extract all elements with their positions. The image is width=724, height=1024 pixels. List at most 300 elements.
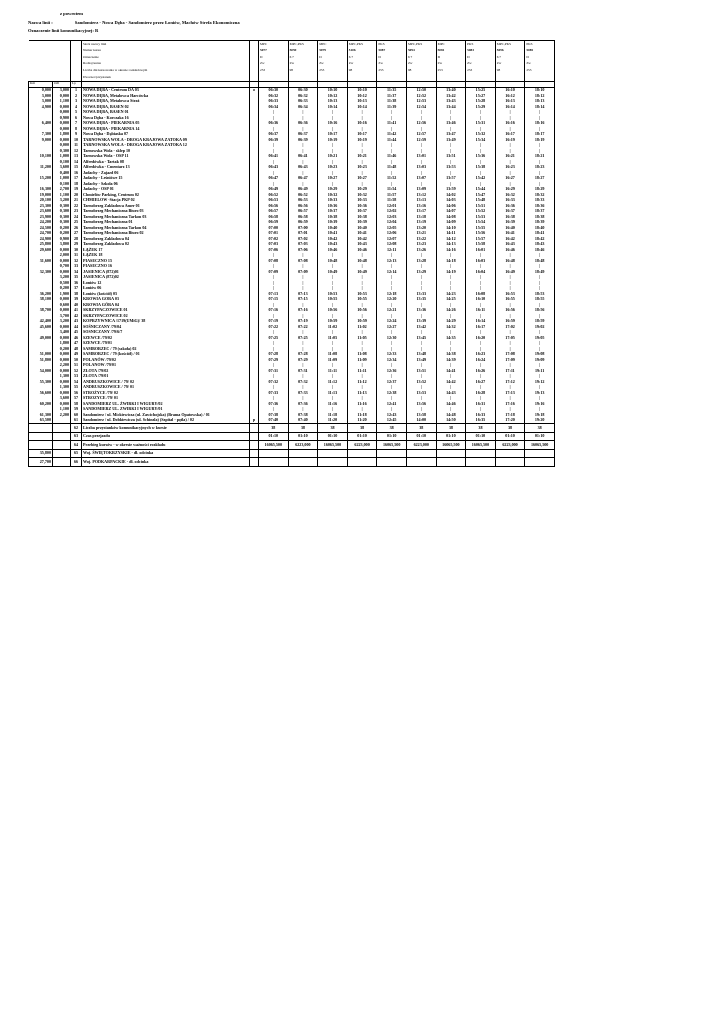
departure-time: 16:01: [466, 247, 496, 253]
departure-time: |: [259, 181, 289, 187]
course-kind: Zw: [466, 61, 496, 68]
index-cell: 28: [71, 236, 82, 242]
departure-time: 16:37: [495, 209, 525, 215]
departure-time: 07:19: [288, 319, 318, 325]
index-cell: 58: [71, 401, 82, 407]
distance-cell: 0,000: [53, 258, 71, 264]
departure-time: 11:13: [318, 390, 348, 396]
departure-time: 18:38: [525, 214, 555, 220]
departure-time: 11:11: [318, 368, 348, 374]
summary-value: 38: [525, 424, 555, 433]
departure-time: 06:33: [259, 99, 289, 105]
departure-time: 12:13: [377, 258, 407, 264]
departure-time: 15:38: [466, 165, 496, 171]
departure-time: 13:59: [436, 187, 466, 193]
departure-time: |: [466, 346, 496, 352]
departure-time: 16:35: [466, 418, 496, 424]
km-cell: 24,200: [29, 220, 53, 226]
departure-time: |: [495, 264, 525, 270]
stop-name: Alfredówka - Tartak 08: [82, 159, 250, 165]
departure-time: 06:33: [288, 99, 318, 105]
index-cell: 9: [71, 132, 82, 138]
course-blank: [318, 74, 348, 81]
departure-time: |: [347, 302, 377, 308]
summary-value: 01:10: [495, 432, 525, 441]
departure-time: |: [495, 330, 525, 336]
departure-time: |: [525, 363, 555, 369]
departure-time: 11:42: [377, 132, 407, 138]
stop-name: ŁĄŻEK 17: [82, 247, 250, 253]
departure-time: 06:47: [288, 176, 318, 182]
departure-time: 06:43: [288, 165, 318, 171]
departure-time: 10:27: [347, 176, 377, 182]
departure-time: 12:45: [377, 418, 407, 424]
stop-flag: [250, 449, 259, 458]
departure-time: |: [495, 341, 525, 347]
departure-time: 16:19: [495, 137, 525, 143]
distance-cell: 0,200: [53, 225, 71, 231]
departure-time: 16:38: [495, 214, 525, 220]
departure-time: 16:12: [495, 93, 525, 99]
index-cell: 13: [71, 154, 82, 160]
stop-name: STROŻYCE /79/ 02: [82, 390, 250, 396]
km-cell: 56,600: [29, 390, 53, 396]
stop-name: Tarnowska Wola - sklep 10: [82, 148, 250, 154]
header-row: [29, 48, 555, 55]
departure-time: 12:18: [377, 291, 407, 297]
departure-time: 06:57: [259, 209, 289, 215]
departure-time: 10:17: [318, 132, 348, 138]
departure-time: 16:39: [495, 220, 525, 226]
departure-time: |: [288, 396, 318, 402]
course-kind: Zw: [495, 61, 525, 68]
departure-time: |: [436, 159, 466, 165]
index-cell: 62: [71, 424, 82, 433]
course-blank: [288, 74, 318, 81]
departure-time: 13:16: [406, 203, 436, 209]
departure-time: 15:48: [466, 198, 496, 204]
header-spacer: [250, 67, 259, 74]
header-spacer: [250, 41, 259, 48]
departure-time: 11:16: [347, 401, 377, 407]
departure-time: 12:43: [377, 412, 407, 418]
summary-label: Woj. PODKARPACKIE - dł. odcinka: [82, 458, 250, 467]
departure-time: 18:39: [525, 220, 555, 226]
departure-time: |: [377, 286, 407, 292]
header-spacer: [71, 41, 82, 48]
km-cell: 20,100: [29, 198, 53, 204]
course-line: MPC: [259, 41, 289, 48]
course-num: 5096: [495, 48, 525, 55]
departure-time: 19:09: [525, 357, 555, 363]
departure-time: 16:53: [495, 291, 525, 297]
departure-time: |: [288, 286, 318, 292]
departure-time: |: [436, 341, 466, 347]
departure-time: |: [436, 407, 466, 413]
index-cell: 31: [71, 253, 82, 259]
stop-name: JASIENICA (872)01: [82, 269, 250, 275]
departure-time: |: [436, 363, 466, 369]
summary-label: Woj. ŚWIĘTOKRZYSKIE - dł. odcinka: [82, 449, 250, 458]
course-num: 5106: [347, 48, 377, 55]
index-cell: 50: [71, 357, 82, 363]
course-blank: [466, 74, 496, 81]
departure-time: 17:08: [495, 352, 525, 358]
stop-name: ZŁOTA /79/01: [82, 374, 250, 380]
departure-time: 10:59: [318, 319, 348, 325]
departure-time: 14:10: [436, 225, 466, 231]
distance-cell: 0,200: [53, 231, 71, 237]
departure-time: |: [466, 126, 496, 132]
stop-name: Tarnobrzeg Mechaniczna Biuro 03: [82, 209, 250, 215]
departure-time: |: [495, 313, 525, 319]
course-line: MPC,PKS: [288, 41, 318, 48]
stop-name: NOWA DĘBA, BASEN 01: [82, 110, 250, 116]
departure-time: 13:43: [436, 99, 466, 105]
departure-time: 18:41: [525, 231, 555, 237]
departure-time: |: [436, 385, 466, 391]
departure-time: 10:14: [347, 104, 377, 110]
departure-time: |: [318, 385, 348, 391]
departure-time: |: [466, 363, 496, 369]
stop-name: KROWIA GÓRA 04: [82, 302, 250, 308]
header-spacer: [250, 74, 259, 81]
summary-value: [377, 449, 407, 458]
course-days: 253: [377, 67, 407, 74]
km-cell: 51,000: [29, 352, 53, 358]
index-cell: 10: [71, 137, 82, 143]
summary-row: [29, 432, 555, 441]
stop-name: Tarnobrzeg Mechaniczna 01: [82, 220, 250, 226]
departure-time: 10:21: [318, 154, 348, 160]
departure-time: |: [406, 346, 436, 352]
stop-name: Łoniów 06: [82, 286, 250, 292]
index-cell: 46: [71, 335, 82, 341]
departure-time: 06:36: [288, 121, 318, 127]
departure-time: 10:19: [318, 137, 348, 143]
departure-time: 15:53: [466, 214, 496, 220]
km-cell: 31,600: [29, 258, 53, 264]
summary-value: 6223,000: [347, 441, 377, 450]
departure-time: |: [495, 286, 525, 292]
departure-time: |: [318, 341, 348, 347]
departure-time: 14:03: [436, 198, 466, 204]
distance-cell: 3,600: [53, 165, 71, 171]
departure-time: |: [495, 396, 525, 402]
departure-time: 11:05: [347, 335, 377, 341]
departure-time: 16:31: [466, 401, 496, 407]
header-label: Numer kursu: [82, 48, 250, 55]
departure-time: 07:15: [259, 297, 289, 303]
departure-time: 18:40: [525, 225, 555, 231]
departure-time: 11:38: [377, 99, 407, 105]
stop-name: JASIENICA (872)02: [82, 275, 250, 281]
col-km-title: Km: [29, 81, 53, 87]
departure-time: |: [436, 143, 466, 149]
index-cell: 1: [71, 87, 82, 93]
timetable: [28, 40, 555, 467]
departure-time: |: [466, 181, 496, 187]
index-cell: 12: [71, 148, 82, 154]
distance-cell: 0,000: [53, 297, 71, 303]
summary-value: 38: [495, 424, 525, 433]
departure-time: 06:53: [259, 198, 289, 204]
departure-time: 13:40: [436, 87, 466, 93]
header-row: [29, 61, 555, 68]
departure-time: 12:01: [377, 203, 407, 209]
departure-time: 12:33: [377, 352, 407, 358]
summary-row: [29, 449, 555, 458]
summary-value: [525, 449, 555, 458]
departure-time: 10:27: [318, 176, 348, 182]
header-spacer: [250, 54, 259, 61]
index-cell: 38: [71, 291, 82, 297]
departure-time: |: [318, 275, 348, 281]
departure-time: 16:14: [466, 319, 496, 325]
departure-time: 16:29: [495, 187, 525, 193]
departure-time: |: [406, 363, 436, 369]
index-cell: 2: [71, 93, 82, 99]
km-cell: 38,700: [29, 308, 53, 314]
departure-time: 10:56: [318, 308, 348, 314]
course-num: 5094: [406, 48, 436, 55]
departure-time: |: [466, 286, 496, 292]
summary-value: [288, 449, 318, 458]
departure-time: 14:19: [436, 269, 466, 275]
departure-time: |: [259, 346, 289, 352]
departure-time: |: [406, 264, 436, 270]
distance-cell: [53, 432, 71, 441]
departure-time: 15:58: [466, 242, 496, 248]
index-cell: 66: [71, 458, 82, 467]
line-code: Oznaczenie linii komunikacyjnej: R: [28, 28, 99, 33]
departure-time: |: [259, 253, 289, 259]
distance-cell: 0,000: [53, 104, 71, 110]
distance-cell: 1,000: [53, 154, 71, 160]
departure-time: 13:49: [406, 357, 436, 363]
header-spacer: [53, 74, 71, 81]
summary-value: 38: [436, 424, 466, 433]
index-cell: 57: [71, 396, 82, 402]
departure-time: 12:24: [377, 319, 407, 325]
departure-time: 10:39: [318, 220, 348, 226]
departure-time: |: [288, 407, 318, 413]
departure-time: 10:10: [347, 87, 377, 93]
departure-time: 06:39: [259, 137, 289, 143]
departure-time: 11:12: [347, 379, 377, 385]
index-cell: 23: [71, 209, 82, 215]
departure-time: 10:43: [347, 242, 377, 248]
departure-time: 11:05: [318, 335, 348, 341]
departure-time: 16:56: [495, 308, 525, 314]
summary-value: [347, 458, 377, 467]
departure-time: |: [288, 330, 318, 336]
departure-time: |: [495, 346, 525, 352]
summary-value: 6223,000: [288, 441, 318, 450]
departure-time: 13:47: [436, 132, 466, 138]
course-num: 5077: [259, 48, 289, 55]
departure-time: 06:37: [288, 132, 318, 138]
departure-time: 14:09: [436, 220, 466, 226]
course-kind: Zw: [525, 61, 555, 68]
km-cell: 42,400: [29, 319, 53, 325]
summary-label: Liczba przystanków komunikacyjnych w kursie: [82, 424, 250, 433]
summary-value: 01:10: [347, 432, 377, 441]
departure-time: |: [318, 346, 348, 352]
departure-time: |: [318, 396, 348, 402]
header-spacer: [53, 41, 71, 48]
departure-time: |: [436, 181, 466, 187]
departure-time: |: [495, 115, 525, 121]
departure-time: |: [377, 253, 407, 259]
distance-cell: 3,000: [53, 87, 71, 93]
course-kind: Zw: [377, 61, 407, 68]
departure-time: |: [259, 280, 289, 286]
distance-cell: 3,700: [53, 313, 71, 319]
departure-time: 07:32: [288, 379, 318, 385]
departure-time: 13:53: [406, 390, 436, 396]
departure-time: 07:08: [288, 258, 318, 264]
distance-cell: 1,800: [53, 132, 71, 138]
departure-time: 13:18: [406, 214, 436, 220]
departure-time: 10:37: [318, 209, 348, 215]
summary-label: Czas przejazdu: [82, 432, 250, 441]
km-cell: 16,300: [29, 187, 53, 193]
departure-time: 11:58: [377, 198, 407, 204]
distance-cell: 0,300: [53, 214, 71, 220]
stop-name: Chmielów Parking, Centrum 02: [82, 192, 250, 198]
departure-time: 18:27: [525, 176, 555, 182]
departure-time: 18:14: [525, 104, 555, 110]
departure-time: 10:23: [347, 165, 377, 171]
stop-name: SANDOMIERZ UL. ŻWIRKI I WIGURY/01: [82, 407, 250, 413]
departure-time: 07:31: [259, 368, 289, 374]
departure-time: 16:24: [466, 357, 496, 363]
departure-time: 12:30: [377, 335, 407, 341]
course-num: 5085: [525, 48, 555, 55]
stop-name: NOWA DĘBA, Metalowca Harcówka: [82, 93, 250, 99]
departure-time: 11:37: [377, 93, 407, 99]
departure-time: |: [525, 143, 555, 149]
departure-time: 11:11: [347, 368, 377, 374]
departure-time: |: [525, 407, 555, 413]
stop-flag: [250, 432, 259, 441]
distance-cell: 0,300: [53, 148, 71, 154]
index-cell: 18: [71, 181, 82, 187]
distance-cell: 2,200: [53, 412, 71, 418]
departure-time: |: [259, 126, 289, 132]
departure-time: 16:23: [495, 165, 525, 171]
departure-time: 13:23: [406, 242, 436, 248]
departure-time: |: [525, 280, 555, 286]
departure-time: 10:41: [318, 231, 348, 237]
km-cell: 36,200: [29, 291, 53, 297]
departure-time: |: [495, 280, 525, 286]
summary-value: 16065,500: [525, 441, 555, 450]
departure-time: 13:52: [406, 379, 436, 385]
distance-cell: 3,800: [53, 242, 71, 248]
departure-time: 16:03: [466, 258, 496, 264]
departure-time: 18:13: [525, 99, 555, 105]
summary-value: 6223,000: [406, 441, 436, 450]
km-cell: 6,400: [29, 121, 53, 127]
index-cell: 49: [71, 352, 82, 358]
departure-time: 12:05: [377, 225, 407, 231]
departure-time: |: [525, 385, 555, 391]
km-cell: 54,000: [29, 368, 53, 374]
stop-name: Tarnobrzeg Mechaniczna Tarkon 03: [82, 214, 250, 220]
departure-time: |: [259, 313, 289, 319]
departure-time: 15:52: [466, 209, 496, 215]
departure-time: 15:54: [466, 220, 496, 226]
departure-time: 13:17: [406, 209, 436, 215]
departure-time: |: [259, 115, 289, 121]
departure-time: |: [495, 374, 525, 380]
index-cell: 3: [71, 99, 82, 105]
departure-time: 19:08: [525, 352, 555, 358]
index-cell: 14: [71, 159, 82, 165]
departure-time: 06:30: [288, 87, 318, 93]
summary-value: 01:10: [377, 432, 407, 441]
departure-time: 07:19: [259, 319, 289, 325]
distance-cell: 0,000: [53, 390, 71, 396]
departure-time: |: [288, 374, 318, 380]
distance-cell: 0,000: [53, 143, 71, 149]
departure-time: 10:36: [347, 203, 377, 209]
departure-time: 13:22: [406, 236, 436, 242]
departure-time: 12:06: [377, 231, 407, 237]
distance-cell: 0,000: [53, 357, 71, 363]
stop-name: ANDRUSZKOWICE / 79/ 01: [82, 385, 250, 391]
index-cell: 54: [71, 379, 82, 385]
departure-time: 10:19: [347, 137, 377, 143]
departure-time: 10:49: [318, 269, 348, 275]
departure-time: 18:17: [525, 132, 555, 138]
index-cell: 16: [71, 170, 82, 176]
departure-time: 16:17: [495, 132, 525, 138]
departure-time: 10:13: [347, 99, 377, 105]
index-cell: 51: [71, 363, 82, 369]
departure-time: |: [466, 313, 496, 319]
departure-time: 06:58: [259, 214, 289, 220]
course-kind: Zw: [288, 61, 318, 68]
departure-time: 13:21: [406, 231, 436, 237]
departure-time: 10:23: [318, 165, 348, 171]
course-days: 253: [318, 67, 348, 74]
departure-time: 16:32: [495, 192, 525, 198]
departure-time: |: [318, 126, 348, 132]
departure-time: |: [288, 385, 318, 391]
departure-time: |: [318, 110, 348, 116]
departure-time: |: [406, 374, 436, 380]
km-cell: 24,500: [29, 225, 53, 231]
departure-time: 10:33: [318, 198, 348, 204]
departure-time: 16:14: [495, 104, 525, 110]
distance-cell: 1,300: [53, 374, 71, 380]
index-cell: 59: [71, 407, 82, 413]
departure-time: 14:11: [436, 231, 466, 237]
departure-time: |: [436, 264, 466, 270]
summary-value: 01:10: [436, 432, 466, 441]
departure-time: 07:29: [259, 357, 289, 363]
departure-time: 18:56: [525, 308, 555, 314]
course-mark: D: [259, 54, 289, 61]
stop-name: KOPRZYWNICA /1719(UMiG)/ 38: [82, 319, 250, 325]
col-odl-title: Odl: [53, 81, 71, 87]
index-cell: 48: [71, 346, 82, 352]
stop-name: Łoniów (kościół) 05: [82, 291, 250, 297]
departure-time: |: [406, 275, 436, 281]
